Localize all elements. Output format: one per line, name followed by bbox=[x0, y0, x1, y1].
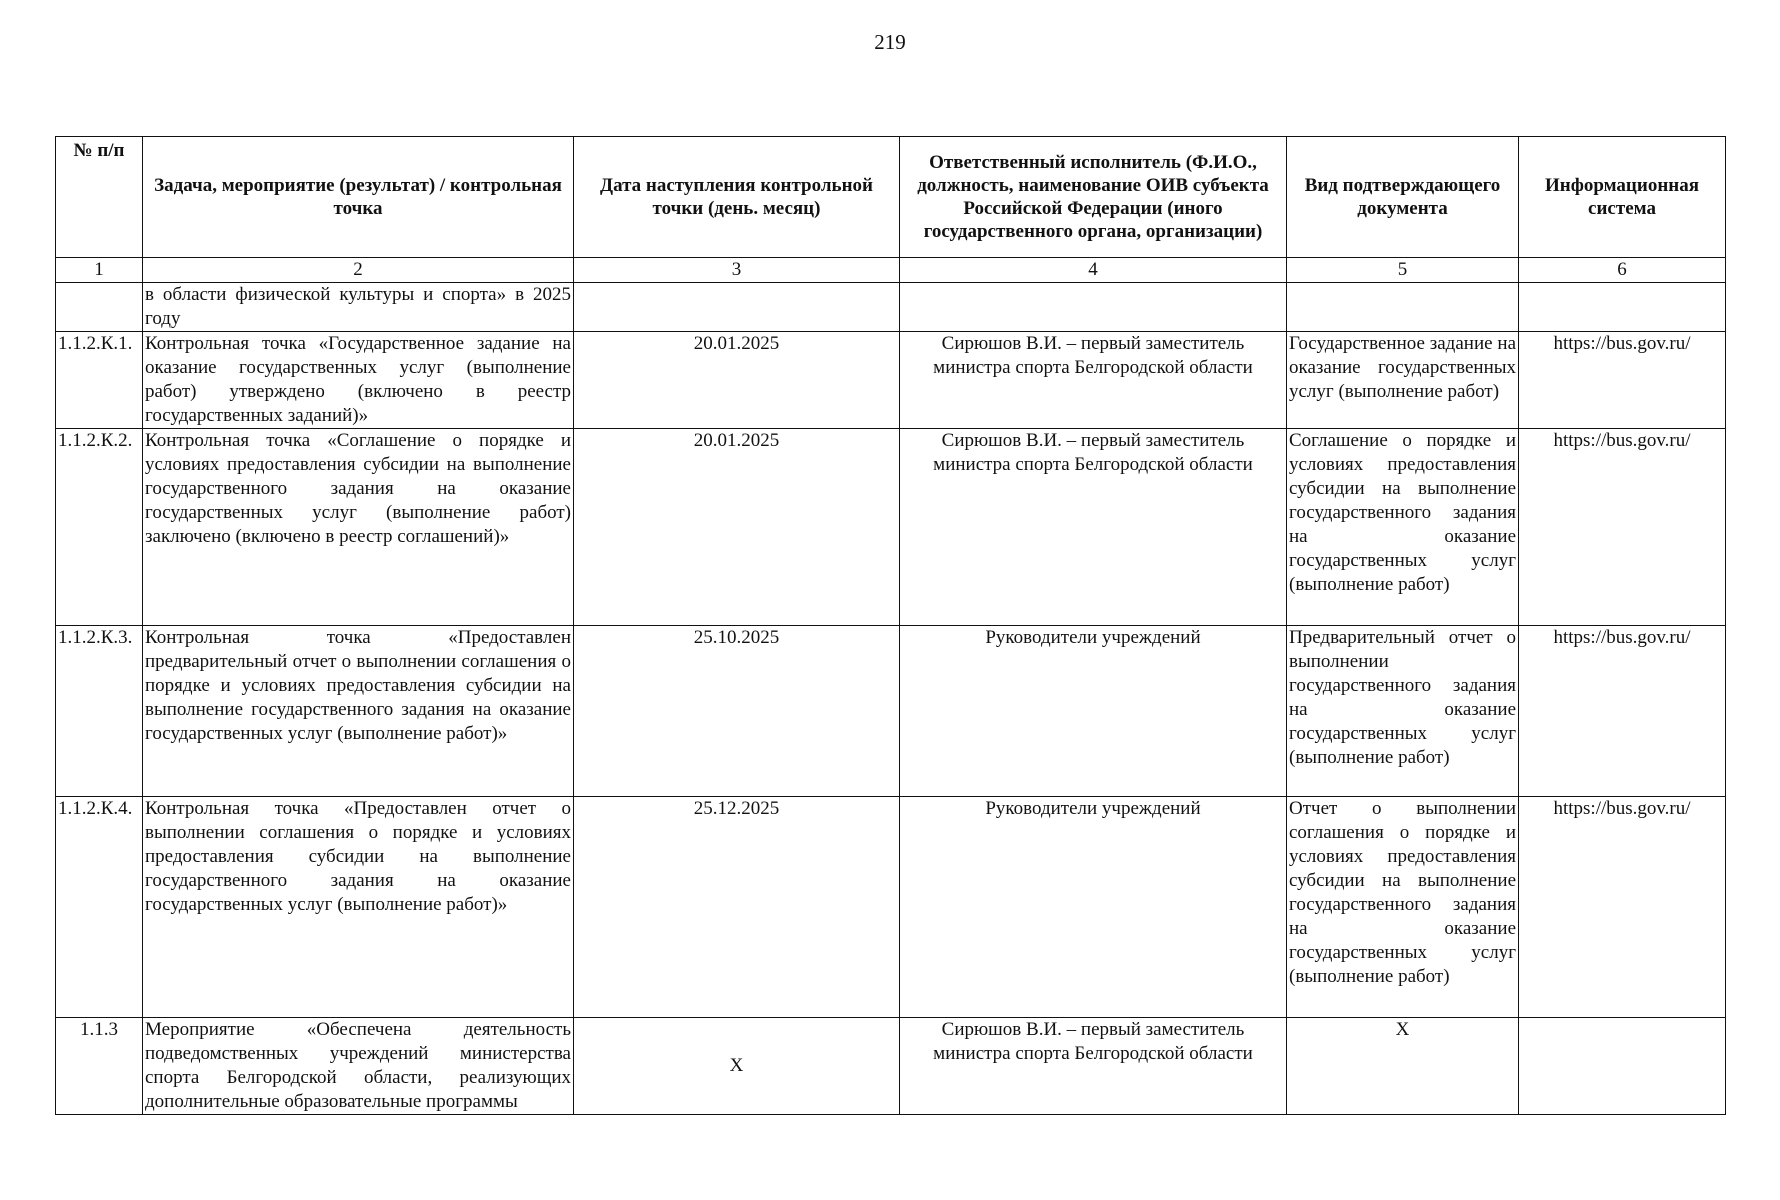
table-row bbox=[56, 429, 1726, 626]
row-number: 1.1.2.К.2. bbox=[56, 429, 143, 626]
row-system[interactable]: https://bus.gov.ru/ bbox=[1519, 429, 1726, 626]
column-number: 4 bbox=[900, 258, 1287, 283]
row-system[interactable]: https://bus.gov.ru/ bbox=[1519, 332, 1726, 429]
table-row bbox=[56, 1018, 1726, 1115]
row-date: 25.10.2025 bbox=[574, 626, 900, 797]
row-task: Контрольная точка «Государственное задание на оказание государственных услуг (выполнение работ) утверждено (включено в реестр государственных заданий)» bbox=[143, 332, 574, 429]
row-document: Х bbox=[1287, 1018, 1519, 1115]
header-number: № п/п bbox=[56, 137, 143, 258]
row-date: 20.01.2025 bbox=[574, 429, 900, 626]
row-task: Мероприятие «Обеспечена деятельность подведомственных учреждений министерства спорта Белгородской области, реализующих дополнительные образовательные программы bbox=[143, 1018, 574, 1115]
row-date: Х bbox=[574, 1018, 900, 1115]
row-number bbox=[56, 283, 143, 332]
table-header-row bbox=[56, 137, 1726, 258]
row-document: Соглашение о порядке и условиях предоставления субсидии на выполнение государственного задания на оказание государственных услуг (выполнение работ) bbox=[1287, 429, 1519, 626]
header-date: Дата наступления контрольной точки (день. месяц) bbox=[574, 137, 900, 258]
column-numbers-row bbox=[56, 258, 1726, 283]
header-document: Вид подтверждающего документа bbox=[1287, 137, 1519, 258]
row-system[interactable]: https://bus.gov.ru/ bbox=[1519, 797, 1726, 1018]
page-number: 219 bbox=[874, 30, 906, 54]
row-executor bbox=[900, 283, 1287, 332]
column-number: 2 bbox=[143, 258, 574, 283]
header-executor: Ответственный исполнитель (Ф.И.О., должность, наименование ОИВ субъекта Российской Федерации (иного государственного органа, организации) bbox=[900, 137, 1287, 258]
row-task: Контрольная точка «Предоставлен отчет о выполнении соглашения о порядке и условиях предоставления субсидии на выполнение государственного задания на оказание государственных услуг (выполнение работ)» bbox=[143, 797, 574, 1018]
row-executor: Сирюшов В.И. – первый заместитель министра спорта Белгородской области bbox=[900, 429, 1287, 626]
column-number: 3 bbox=[574, 258, 900, 283]
row-document: Государственное задание на оказание государственных услуг (выполнение работ) bbox=[1287, 332, 1519, 429]
column-number: 5 bbox=[1287, 258, 1519, 283]
row-task: Контрольная точка «Соглашение о порядке и условиях предоставления субсидии на выполнение государственного задания на оказание государственных услуг (выполнение работ) заключено (включено в реестр соглашений)» bbox=[143, 429, 574, 626]
row-number: 1.1.2.К.1. bbox=[56, 332, 143, 429]
control-points-table bbox=[55, 136, 1726, 1115]
table-row bbox=[56, 626, 1726, 797]
table-row bbox=[56, 283, 1726, 332]
row-date bbox=[574, 283, 900, 332]
row-document: Отчет о выполнении соглашения о порядке и условиях предоставления субсидии на выполнение государственного задания на оказание государственных услуг (выполнение работ) bbox=[1287, 797, 1519, 1018]
row-executor: Руководители учреждений bbox=[900, 626, 1287, 797]
row-executor: Сирюшов В.И. – первый заместитель министра спорта Белгородской области bbox=[900, 1018, 1287, 1115]
row-date: 20.01.2025 bbox=[574, 332, 900, 429]
header-system: Информационная система bbox=[1519, 137, 1726, 258]
row-executor: Сирюшов В.И. – первый заместитель министра спорта Белгородской области bbox=[900, 332, 1287, 429]
column-number: 6 bbox=[1519, 258, 1726, 283]
column-number: 1 bbox=[56, 258, 143, 283]
row-number: 1.1.2.К.4. bbox=[56, 797, 143, 1018]
row-task: в области физической культуры и спорта» в 2025 году bbox=[143, 283, 574, 332]
row-task: Контрольная точка «Предоставлен предварительный отчет о выполнении соглашения о порядке и условиях предоставления субсидии на выполнение государственного задания на оказание государственных услуг (выполнение работ)» bbox=[143, 626, 574, 797]
row-number: 1.1.2.К.3. bbox=[56, 626, 143, 797]
row-system bbox=[1519, 1018, 1726, 1115]
row-date: 25.12.2025 bbox=[574, 797, 900, 1018]
row-document bbox=[1287, 283, 1519, 332]
row-document: Предварительный отчет о выполнении государственного задания на оказание государственных услуг (выполнение работ) bbox=[1287, 626, 1519, 797]
row-executor: Руководители учреждений bbox=[900, 797, 1287, 1018]
row-system[interactable]: https://bus.gov.ru/ bbox=[1519, 626, 1726, 797]
table-row bbox=[56, 332, 1726, 429]
table-row bbox=[56, 797, 1726, 1018]
row-system bbox=[1519, 283, 1726, 332]
header-task: Задача, мероприятие (результат) / контрольная точка bbox=[143, 137, 574, 258]
row-number: 1.1.3 bbox=[56, 1018, 143, 1115]
